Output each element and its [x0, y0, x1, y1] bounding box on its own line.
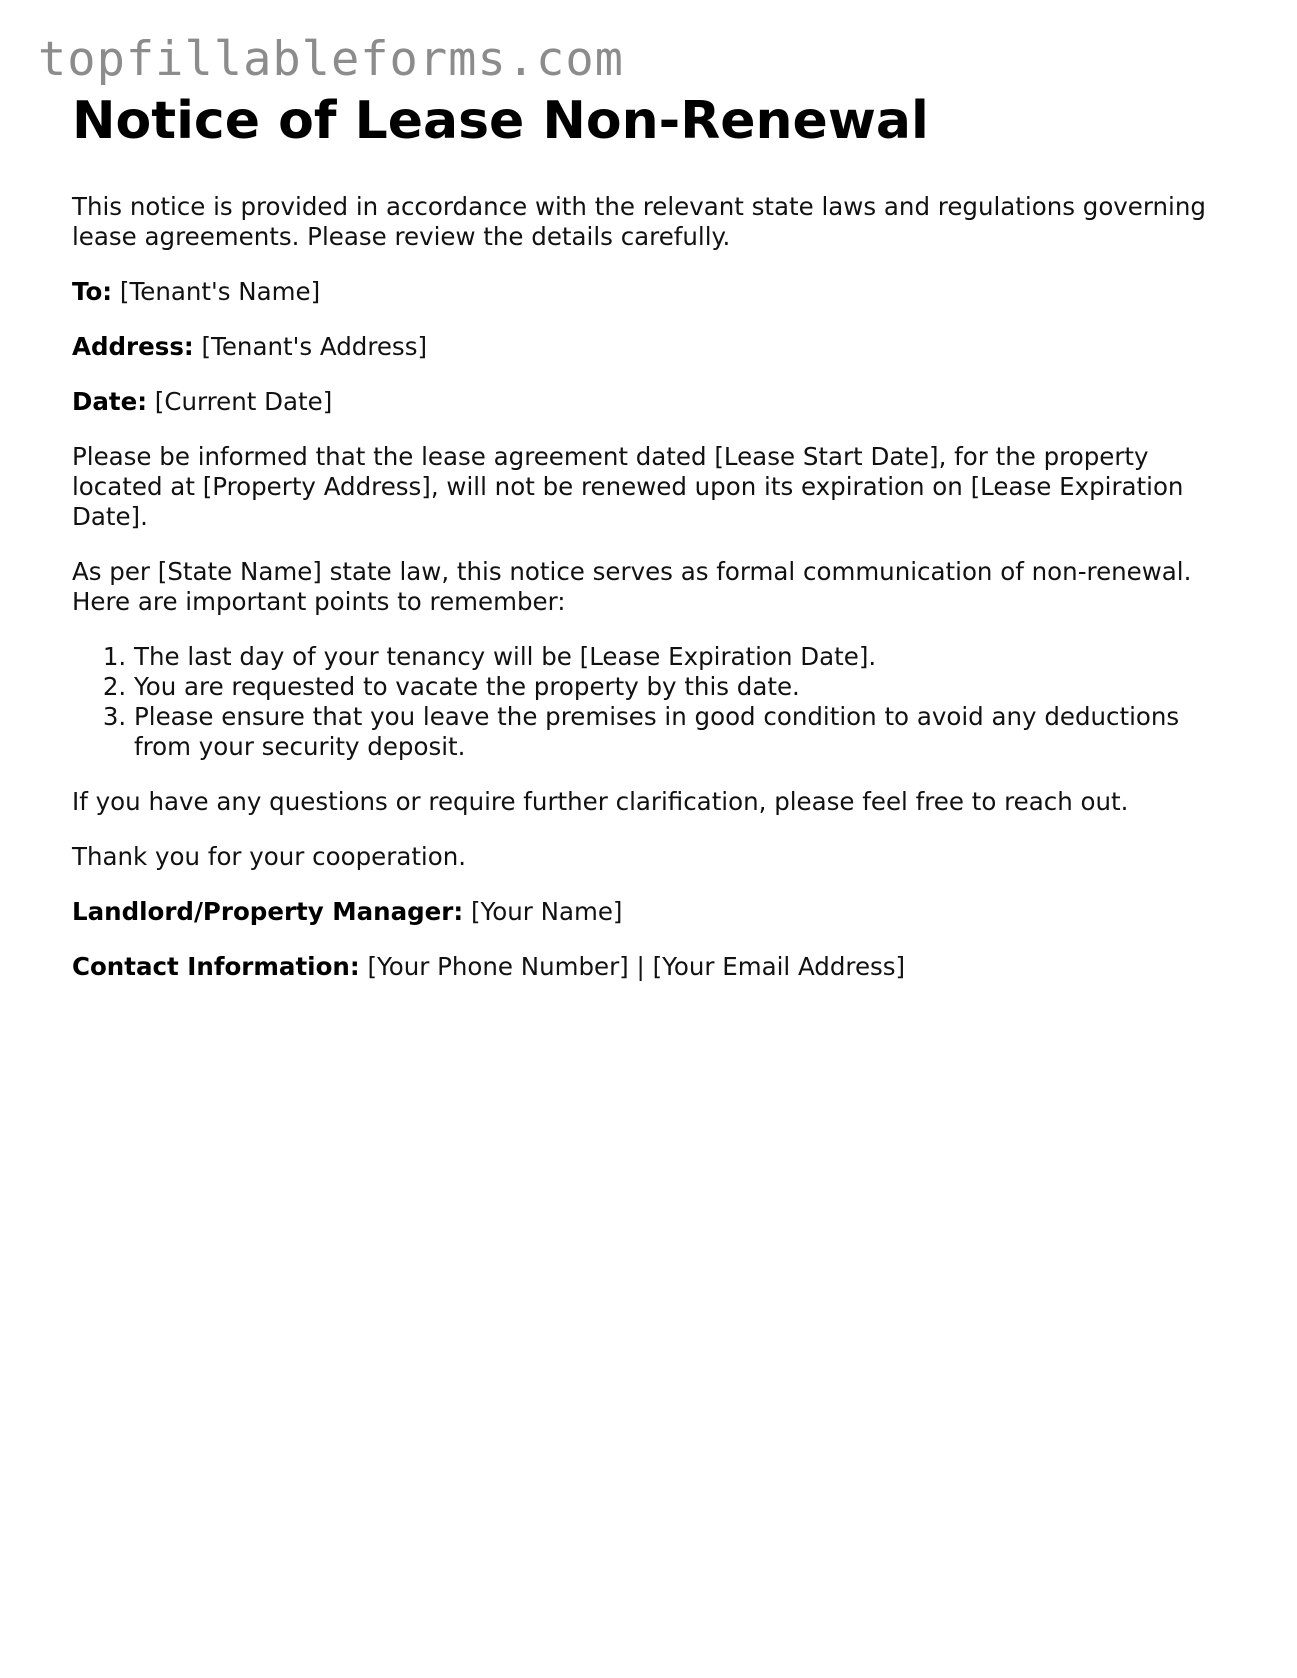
to-label: To: — [72, 277, 113, 306]
to-field — [72, 277, 1232, 307]
date-label: Date: — [72, 387, 147, 416]
landlord-value: [Your Name] — [470, 897, 623, 926]
to-value: [Tenant's Name] — [119, 277, 321, 306]
document-body — [72, 90, 1232, 1007]
address-label: Address: — [72, 332, 194, 361]
address-field — [72, 332, 1232, 362]
contact-field — [72, 952, 1232, 982]
contact-value: [Your Phone Number] | [Your Email Address] — [367, 952, 906, 981]
list-item: 2. You are requested to vacate the property by this date. — [134, 672, 1232, 702]
page-title: Notice of Lease Non-Renewal — [72, 91, 929, 151]
date-field — [72, 387, 1232, 417]
address-value: [Tenant's Address] — [201, 332, 428, 361]
list-item: 3. Please ensure that you leave the premises in good condition to avoid any deductions from your security deposit. — [134, 702, 1232, 762]
state-law-paragraph: As per [State Name] state law, this notice serves as formal communication of non-renewal. Here are important points to remember: — [72, 557, 1192, 616]
landlord-label: Landlord/Property Manager: — [72, 897, 464, 926]
list-item: 1. The last day of your tenancy will be [Lease Expiration Date]. — [134, 642, 1232, 672]
questions-paragraph: If you have any questions or require further clarification, please feel free to reach out. — [72, 787, 1129, 816]
watermark: topfillableforms.com — [38, 32, 624, 87]
intro-paragraph: This notice is provided in accordance with the relevant state laws and regulations governing lease agreements. Please review the details carefully. — [72, 192, 1206, 251]
lease-info-paragraph: Please be informed that the lease agreement dated [Lease Start Date], for the property located at [Property Address], will not be renewed upon its expiration on [Lease Expiration Date]. — [72, 442, 1184, 531]
points-list — [72, 642, 1232, 762]
landlord-field — [72, 897, 1232, 927]
thanks-paragraph: Thank you for your cooperation. — [72, 842, 467, 871]
date-value: [Current Date] — [154, 387, 333, 416]
contact-label: Contact Information: — [72, 952, 360, 981]
